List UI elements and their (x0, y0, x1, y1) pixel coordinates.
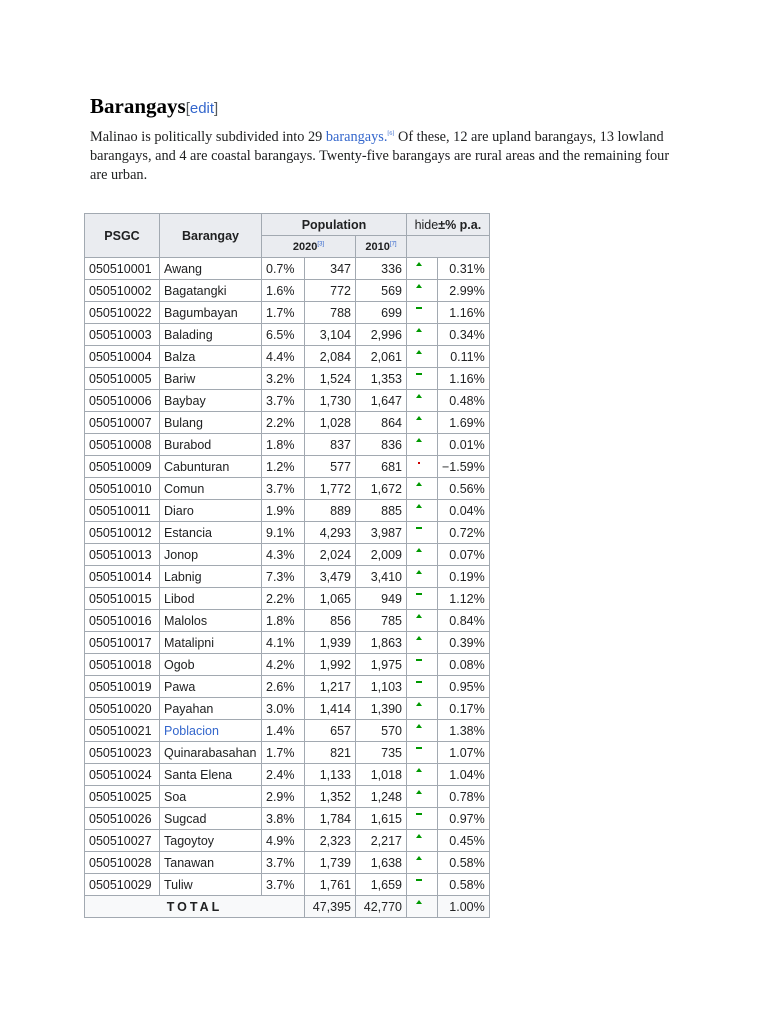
cell-share: 4.9% (262, 830, 305, 852)
cell-population-2020: 2,084 (305, 346, 356, 368)
table-row (85, 566, 490, 588)
cell-population-2020: 821 (305, 742, 356, 764)
cell-psgc: 050510029 (85, 874, 160, 896)
cell-population-2020: 577 (305, 456, 356, 478)
trend-up-icon (416, 570, 422, 574)
cell-growth-rate: 0.31% (438, 258, 490, 280)
table-row (85, 258, 490, 280)
section-heading (90, 94, 218, 119)
cell-growth-rate: 1.69% (438, 412, 490, 434)
cell-population-2020: 856 (305, 610, 356, 632)
table-row (85, 346, 490, 368)
table-row (85, 500, 490, 522)
cell-population-2020: 1,739 (305, 852, 356, 874)
cell-population-2010: 1,672 (356, 478, 407, 500)
intro-paragraph: Malinao is politically subdivided into 29 barangays.[6] Of these, 12 are upland barangays, 13 lowland barangays, and 4 are coastal barangays. Twenty-five barangays are rural areas and the remaining four are urban. (90, 128, 670, 183)
cell-share: 4.3% (262, 544, 305, 566)
cell-trend (407, 786, 438, 808)
cell-trend (407, 588, 438, 610)
cell-trend (407, 764, 438, 786)
cell-barangay: Bulang (160, 412, 262, 434)
cell-population-2020: 1,065 (305, 588, 356, 610)
trend-up-icon (416, 438, 422, 442)
cell-trend (407, 280, 438, 302)
cell-population-2010: 735 (356, 742, 407, 764)
cell-share: 1.4% (262, 720, 305, 742)
cell-trend (407, 654, 438, 676)
trend-up-icon (416, 790, 422, 794)
header-barangay[interactable]: Barangay (160, 214, 262, 258)
cell-population-2020: 1,524 (305, 368, 356, 390)
cell-trend (407, 896, 438, 918)
table-row (85, 676, 490, 698)
cell-growth-rate: 1.38% (438, 720, 490, 742)
cell-growth-rate: 0.08% (438, 654, 490, 676)
cell-share: 1.9% (262, 500, 305, 522)
cell-barangay: Malolos (160, 610, 262, 632)
trend-flat-icon (416, 593, 422, 595)
table-row (85, 852, 490, 874)
cell-share: 4.4% (262, 346, 305, 368)
cell-growth-rate: 0.39% (438, 632, 490, 654)
cell-trend (407, 808, 438, 830)
cell-population-2010: 2,009 (356, 544, 407, 566)
cell-trend (407, 632, 438, 654)
cell-population-2010: 569 (356, 280, 407, 302)
cell-growth-rate: 0.17% (438, 698, 490, 720)
trend-up-icon (416, 482, 422, 486)
cell-population-2010: 1,975 (356, 654, 407, 676)
trend-up-icon (416, 900, 422, 904)
cell-share: 2.9% (262, 786, 305, 808)
table-row (85, 632, 490, 654)
table-row (85, 522, 490, 544)
cell-population-2010: 2,217 (356, 830, 407, 852)
cell-trend (407, 390, 438, 412)
reference-7[interactable]: [7] (389, 240, 397, 247)
cell-population-2020: 1,414 (305, 698, 356, 720)
trend-down-icon (418, 462, 420, 464)
trend-up-icon (416, 284, 422, 288)
cell-psgc: 050510007 (85, 412, 160, 434)
cell-growth-rate: 0.95% (438, 676, 490, 698)
cell-barangay: Soa (160, 786, 262, 808)
cell-population-2010: 336 (356, 258, 407, 280)
cell-share: 1.8% (262, 434, 305, 456)
cell-trend (407, 302, 438, 324)
cell-psgc: 050510020 (85, 698, 160, 720)
cell-barangay: Tanawan (160, 852, 262, 874)
cell-share: 0.7% (262, 258, 305, 280)
cell-growth-rate: 0.04% (438, 500, 490, 522)
trend-up-icon (416, 856, 422, 860)
cell-growth-rate: 2.99% (438, 280, 490, 302)
trend-flat-icon (416, 813, 422, 815)
trend-up-icon (416, 416, 422, 420)
cell-barangay: Santa Elena (160, 764, 262, 786)
cell-population-2020: 1,772 (305, 478, 356, 500)
trend-up-icon (416, 350, 422, 354)
cell-growth-rate: 0.19% (438, 566, 490, 588)
cell-population-2010: 1,647 (356, 390, 407, 412)
cell-barangay: Tuliw (160, 874, 262, 896)
cell-barangay: Payahan (160, 698, 262, 720)
cell-population-2010: 949 (356, 588, 407, 610)
cell-growth-rate: 0.11% (438, 346, 490, 368)
cell-population-2010: 864 (356, 412, 407, 434)
table-row (85, 456, 490, 478)
cell-share: 2.4% (262, 764, 305, 786)
cell-psgc: 050510005 (85, 368, 160, 390)
trend-up-icon (416, 702, 422, 706)
cell-trend (407, 522, 438, 544)
cell-psgc: 050510006 (85, 390, 160, 412)
cell-growth-rate: 1.16% (438, 368, 490, 390)
cell-barangay: Labnig (160, 566, 262, 588)
barangays-link[interactable]: barangays. (325, 128, 388, 145)
cell-growth-rate: 0.56% (438, 478, 490, 500)
cell-population-2020: 1,028 (305, 412, 356, 434)
trend-flat-icon (416, 307, 422, 309)
cell-trend (407, 698, 438, 720)
cell-population-2010: 570 (356, 720, 407, 742)
cell-trend (407, 434, 438, 456)
cell-psgc: 050510015 (85, 588, 160, 610)
cell-share: 4.2% (262, 654, 305, 676)
cell-population-2010: 1,615 (356, 808, 407, 830)
cell-share: 4.1% (262, 632, 305, 654)
trend-up-icon (416, 394, 422, 398)
trend-up-icon (416, 328, 422, 332)
cell-trend (407, 874, 438, 896)
cell-psgc: 050510001 (85, 258, 160, 280)
cell-population-2010: 1,103 (356, 676, 407, 698)
cell-share: 3.2% (262, 368, 305, 390)
edit-section: [edit] (185, 100, 219, 117)
cell-trend (407, 346, 438, 368)
cell-psgc: 050510014 (85, 566, 160, 588)
cell-psgc: 050510028 (85, 852, 160, 874)
cell-growth-rate: 0.58% (438, 852, 490, 874)
cell-population-2020: 2,323 (305, 830, 356, 852)
section-title: Barangays (90, 94, 186, 118)
cell-population-2010: 3,987 (356, 522, 407, 544)
trend-up-icon (416, 262, 422, 266)
cell-barangay: Balza (160, 346, 262, 368)
cell-psgc: 050510012 (85, 522, 160, 544)
cell-growth-rate: 0.72% (438, 522, 490, 544)
cell-population-2010: 836 (356, 434, 407, 456)
trend-up-icon (416, 614, 422, 618)
trend-up-icon (416, 834, 422, 838)
cell-share: 2.2% (262, 412, 305, 434)
header-population: Population (262, 214, 407, 236)
edit-link[interactable]: edit (189, 100, 215, 117)
cell-barangay: Comun (160, 478, 262, 500)
cell-growth-rate: 1.07% (438, 742, 490, 764)
cell-barangay: Bariw (160, 368, 262, 390)
hide-toggle[interactable]: hide (414, 217, 439, 232)
cell-psgc: 050510024 (85, 764, 160, 786)
table-row (85, 830, 490, 852)
cell-trend (407, 566, 438, 588)
cell-barangay: Pawa (160, 676, 262, 698)
cell-barangay: Jonop (160, 544, 262, 566)
cell-trend (407, 830, 438, 852)
cell-trend (407, 742, 438, 764)
table-row (85, 434, 490, 456)
cell-psgc: 050510004 (85, 346, 160, 368)
cell-psgc: 050510025 (85, 786, 160, 808)
table-row (85, 324, 490, 346)
cell-growth-rate: 0.78% (438, 786, 490, 808)
cell-population-2020: 1,784 (305, 808, 356, 830)
trend-up-icon (416, 724, 422, 728)
cell-population-2010: 2,061 (356, 346, 407, 368)
cell-barangay: Sugcad (160, 808, 262, 830)
trend-up-icon (416, 768, 422, 772)
cell-population-2010: 2,996 (356, 324, 407, 346)
cell-population-2020: 1,730 (305, 390, 356, 412)
cell-share: 7.3% (262, 566, 305, 588)
cell-population-2010: 699 (356, 302, 407, 324)
cell-psgc: 050510008 (85, 434, 160, 456)
reference-3[interactable]: [3] (317, 240, 325, 247)
cell-growth-rate: 0.34% (438, 324, 490, 346)
cell-barangay: Tagoytoy (160, 830, 262, 852)
table-row (85, 588, 490, 610)
table-row (85, 764, 490, 786)
table-row (85, 544, 490, 566)
total-growth-rate: 1.00% (438, 896, 490, 918)
cell-psgc: 050510002 (85, 280, 160, 302)
table-row (85, 742, 490, 764)
cell-population-2010: 785 (356, 610, 407, 632)
table-row (85, 720, 490, 742)
cell-psgc: 050510013 (85, 544, 160, 566)
cell-share: 2.2% (262, 588, 305, 610)
cell-population-2020: 4,293 (305, 522, 356, 544)
cell-population-2010: 681 (356, 456, 407, 478)
cell-psgc: 050510003 (85, 324, 160, 346)
cell-population-2010: 1,353 (356, 368, 407, 390)
cell-share: 2.6% (262, 676, 305, 698)
trend-flat-icon (416, 373, 422, 375)
cell-population-2010: 1,863 (356, 632, 407, 654)
cell-psgc: 050510018 (85, 654, 160, 676)
cell-population-2020: 347 (305, 258, 356, 280)
cell-psgc: 050510010 (85, 478, 160, 500)
header-2010[interactable]: 2010[7] (356, 236, 407, 258)
cell-barangay: Bagumbayan (160, 302, 262, 324)
cell-trend (407, 412, 438, 434)
cell-population-2010: 1,390 (356, 698, 407, 720)
cell-barangay: Bagatangki (160, 280, 262, 302)
cell-population-2020: 1,352 (305, 786, 356, 808)
total-2010: 42,770 (356, 896, 407, 918)
cell-psgc: 050510019 (85, 676, 160, 698)
cell-growth-rate: 0.58% (438, 874, 490, 896)
cell-psgc: 050510021 (85, 720, 160, 742)
cell-trend (407, 852, 438, 874)
cell-population-2020: 3,479 (305, 566, 356, 588)
trend-flat-icon (416, 527, 422, 529)
cell-population-2010: 1,659 (356, 874, 407, 896)
cell-population-2020: 1,217 (305, 676, 356, 698)
cell-share: 1.6% (262, 280, 305, 302)
table-row (85, 698, 490, 720)
cell-share: 3.8% (262, 808, 305, 830)
trend-flat-icon (416, 747, 422, 749)
barangay-population-table (84, 213, 490, 918)
cell-barangay: Burabod (160, 434, 262, 456)
trend-flat-icon (416, 681, 422, 683)
table-row (85, 808, 490, 830)
table-body (85, 258, 490, 918)
cell-population-2020: 3,104 (305, 324, 356, 346)
cell-growth-rate: 0.45% (438, 830, 490, 852)
cell-growth-rate: 0.07% (438, 544, 490, 566)
table-row (85, 390, 490, 412)
cell-population-2010: 3,410 (356, 566, 407, 588)
header-psgc[interactable]: PSGC (85, 214, 160, 258)
table-row (85, 478, 490, 500)
cell-growth-rate: 1.04% (438, 764, 490, 786)
cell-share: 1.8% (262, 610, 305, 632)
cell-barangay: Baybay (160, 390, 262, 412)
cell-growth-rate: −1.59% (438, 456, 490, 478)
cell-share: 3.7% (262, 874, 305, 896)
cell-population-2020: 788 (305, 302, 356, 324)
cell-trend (407, 610, 438, 632)
cell-growth-rate: 0.84% (438, 610, 490, 632)
table-row (85, 368, 490, 390)
cell-trend (407, 368, 438, 390)
cell-population-2020: 1,992 (305, 654, 356, 676)
cell-barangay: Estancia (160, 522, 262, 544)
total-label: TOTAL (85, 896, 305, 918)
cell-barangay: Awang (160, 258, 262, 280)
cell-barangay: Libod (160, 588, 262, 610)
table-row (85, 280, 490, 302)
cell-trend (407, 324, 438, 346)
cell-psgc: 050510017 (85, 632, 160, 654)
total-row (85, 896, 490, 918)
cell-population-2020: 837 (305, 434, 356, 456)
total-2020: 47,395 (305, 896, 356, 918)
header-pa: hide±% p.a. (407, 214, 490, 236)
cell-trend (407, 258, 438, 280)
cell-share: 1.2% (262, 456, 305, 478)
cell-growth-rate: 1.16% (438, 302, 490, 324)
cell-psgc: 050510011 (85, 500, 160, 522)
cell-share: 9.1% (262, 522, 305, 544)
trend-up-icon (416, 504, 422, 508)
cell-share: 3.7% (262, 852, 305, 874)
cell-growth-rate: 1.12% (438, 588, 490, 610)
cell-barangay: Cabunturan (160, 456, 262, 478)
cell-population-2020: 772 (305, 280, 356, 302)
table-row (85, 412, 490, 434)
cell-growth-rate: 0.97% (438, 808, 490, 830)
cell-share: 3.7% (262, 390, 305, 412)
cell-population-2020: 889 (305, 500, 356, 522)
cell-trend (407, 720, 438, 742)
table-row (85, 302, 490, 324)
header-pa-blank (407, 236, 490, 258)
cell-share: 6.5% (262, 324, 305, 346)
table-row (85, 786, 490, 808)
cell-trend (407, 478, 438, 500)
table-row (85, 610, 490, 632)
cell-population-2020: 1,761 (305, 874, 356, 896)
cell-trend (407, 544, 438, 566)
cell-growth-rate: 0.48% (438, 390, 490, 412)
cell-psgc: 050510026 (85, 808, 160, 830)
table-row (85, 654, 490, 676)
cell-population-2020: 1,133 (305, 764, 356, 786)
trend-flat-icon (416, 659, 422, 661)
cell-psgc: 050510023 (85, 742, 160, 764)
cell-population-2010: 1,638 (356, 852, 407, 874)
trend-flat-icon (416, 879, 422, 881)
cell-share: 1.7% (262, 302, 305, 324)
trend-up-icon (416, 548, 422, 552)
cell-growth-rate: 0.01% (438, 434, 490, 456)
table-row (85, 874, 490, 896)
cell-trend (407, 676, 438, 698)
cell-psgc: 050510009 (85, 456, 160, 478)
cell-barangay: Balading (160, 324, 262, 346)
barangay-link[interactable]: Poblacion (160, 720, 262, 742)
cell-trend (407, 456, 438, 478)
cell-population-2010: 1,018 (356, 764, 407, 786)
cell-psgc: 050510016 (85, 610, 160, 632)
header-2020[interactable]: 2020[3] (262, 236, 356, 258)
cell-barangay: Matalipni (160, 632, 262, 654)
cell-trend (407, 500, 438, 522)
cell-psgc: 050510022 (85, 302, 160, 324)
cell-population-2010: 885 (356, 500, 407, 522)
trend-up-icon (416, 636, 422, 640)
cell-barangay: Quinarabasahan (160, 742, 262, 764)
cell-share: 1.7% (262, 742, 305, 764)
cell-population-2020: 657 (305, 720, 356, 742)
cell-share: 3.0% (262, 698, 305, 720)
cell-population-2020: 2,024 (305, 544, 356, 566)
reference-6[interactable]: [6] (387, 131, 395, 137)
cell-population-2010: 1,248 (356, 786, 407, 808)
cell-share: 3.7% (262, 478, 305, 500)
cell-barangay: Ogob (160, 654, 262, 676)
cell-barangay: Diaro (160, 500, 262, 522)
cell-population-2020: 1,939 (305, 632, 356, 654)
cell-psgc: 050510027 (85, 830, 160, 852)
